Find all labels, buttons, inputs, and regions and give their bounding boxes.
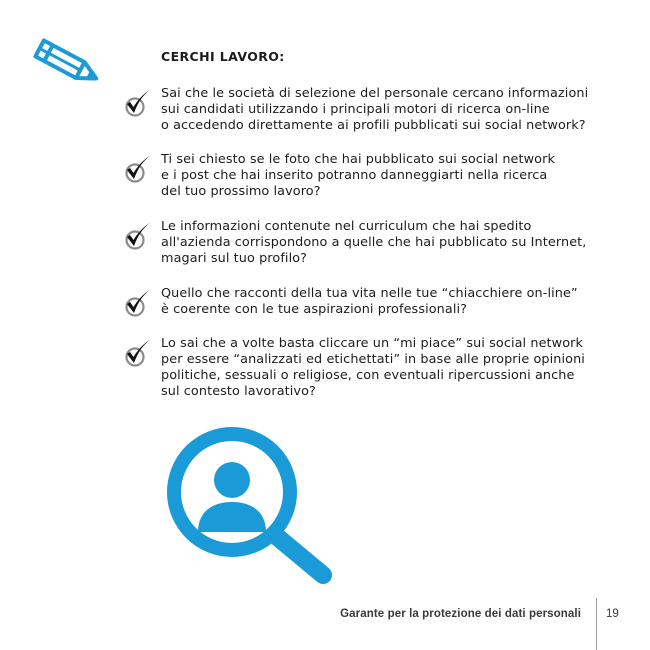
footer-publisher: Garante per la protezione dei dati personali	[340, 608, 581, 620]
list-item-text: Sai che le società di selezione del personale cercano informazioni sui candidati utilizzando i principali motori di ricerca on-line o accedendo direttamente ai profili pubblicati sui social network?	[161, 86, 589, 133]
search-user-icon	[160, 420, 340, 590]
checkmark-icon	[122, 288, 154, 320]
section-heading: CERCHI LAVORO:	[161, 49, 285, 64]
footer-divider	[596, 598, 597, 650]
list-item-text: Lo sai che a volte basta cliccare un “mi piace” sui social network per essere “analizzati ed etichettati” in base alle proprie opinioni politiche, sessuali o religiose, con eventuali ripercussioni anche sul contesto lavorativo?	[161, 336, 585, 399]
checkmark-icon	[122, 154, 154, 186]
checkmark-icon	[122, 221, 154, 253]
pencil-icon	[30, 38, 104, 88]
list-item-text: Le informazioni contenute nel curriculum che hai spedito all'azienda corrispondono a quelle che hai pubblicato su Internet, magari sul tuo profilo?	[161, 219, 587, 266]
list-item-text: Quello che racconti della tua vita nelle tue “chiacchiere on-line” è coerente con le tue aspirazioni professionali?	[161, 286, 578, 317]
list-item-text: Ti sei chiesto se le foto che hai pubblicato sui social network e i post che hai inserito potranno danneggiarti nella ricerca del tuo prossimo lavoro?	[161, 152, 555, 199]
checkmark-icon	[122, 338, 154, 370]
page-number: 19	[606, 608, 619, 620]
checkmark-icon	[122, 88, 154, 120]
